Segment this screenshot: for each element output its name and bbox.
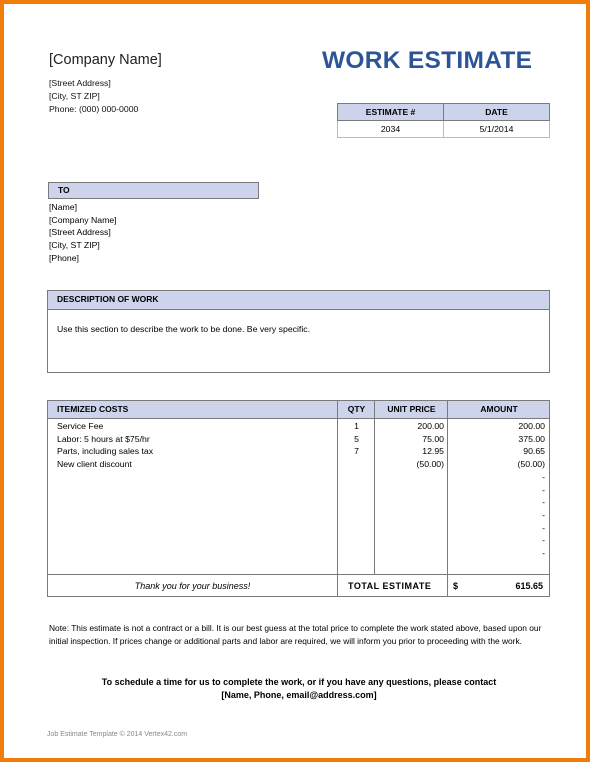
- item-amount: -: [542, 497, 545, 508]
- company-street: [Street Address]: [49, 78, 111, 88]
- item-description: Labor: 5 hours at $75/hr: [57, 433, 150, 444]
- item-unit-price: (50.00): [416, 459, 444, 470]
- item-amount: 200.00: [518, 421, 545, 431]
- item-amount: (50.00): [517, 459, 545, 470]
- table-row: [48, 485, 549, 498]
- item-amount: -: [542, 522, 545, 533]
- note-text: Note: This estimate is not a contract or a bill. It is our best guess at the total price to complete the work stated above, based upon our initial inspection. If prices change or additional parts and labor are required, we will inform you prior to proceeding with the work.: [49, 623, 542, 646]
- table-row: [48, 446, 549, 459]
- date-value: 5/1/2014: [444, 121, 550, 138]
- to-street: [Street Address]: [49, 227, 111, 238]
- items-header-amount: AMOUNT: [480, 404, 518, 414]
- estimate-number-label: ESTIMATE #: [338, 104, 444, 121]
- item-unit-price: 200.00: [417, 421, 444, 431]
- table-row: [48, 523, 549, 536]
- to-city: [City, ST ZIP]: [49, 240, 100, 251]
- description-text: Use this section to describe the work to be done. Be very specific.: [57, 324, 311, 334]
- item-amount: -: [542, 535, 545, 546]
- estimate-number-value: 2034: [338, 121, 444, 138]
- item-description: Parts, including sales tax: [57, 446, 154, 457]
- table-row: [48, 421, 549, 434]
- contact-line-2: [Name, Phone, email@address.com]: [221, 690, 377, 700]
- company-name: [Company Name]: [49, 52, 162, 68]
- total-row: [48, 574, 549, 598]
- description-box: [47, 290, 550, 373]
- items-header-desc: ITEMIZED COSTS: [57, 404, 129, 414]
- item-amount: 90.65: [523, 446, 545, 457]
- items-header-row: [48, 401, 549, 419]
- item-qty: 7: [354, 446, 359, 457]
- item-amount: -: [542, 548, 545, 558]
- table-row: [48, 434, 549, 447]
- table-row: [48, 548, 549, 561]
- item-amount: -: [542, 484, 545, 495]
- item-unit-price: 75.00: [422, 433, 444, 444]
- table-row: [48, 459, 549, 472]
- table-row: [48, 510, 549, 523]
- to-name: [Name]: [49, 202, 78, 212]
- contact-line-1: To schedule a time for us to complete the work, or if you have any questions, please contact: [101, 677, 497, 687]
- item-qty: 5: [354, 433, 359, 444]
- items-header-qty: QTY: [347, 404, 366, 414]
- item-amount: 375.00: [518, 433, 545, 444]
- table-row: [48, 472, 549, 485]
- itemized-costs-table: [47, 400, 550, 597]
- thanks-text: Thank you for your business!: [134, 581, 251, 591]
- item-description: New client discount: [57, 459, 132, 470]
- total-currency: $: [453, 581, 459, 591]
- table-row: [48, 497, 549, 510]
- item-qty: 1: [354, 421, 359, 431]
- item-unit-price: 12.95: [422, 446, 444, 457]
- item-description: Service Fee: [57, 421, 104, 431]
- date-label: DATE: [444, 104, 550, 121]
- to-address: [49, 201, 117, 265]
- description-header: DESCRIPTION OF WORK: [48, 291, 549, 310]
- company-city: [City, ST ZIP]: [49, 91, 100, 101]
- total-value: 615.65: [515, 581, 543, 591]
- to-header: TO: [48, 182, 259, 199]
- contact-block: [49, 676, 549, 702]
- table-row: [48, 535, 549, 548]
- page-title: WORK ESTIMATE: [322, 47, 533, 74]
- to-phone: [Phone]: [49, 252, 79, 263]
- to-company: [Company Name]: [49, 214, 117, 225]
- item-amount: -: [542, 471, 545, 482]
- items-header-unit: UNIT PRICE: [387, 404, 436, 414]
- item-amount: -: [542, 509, 545, 520]
- estimate-meta-table: [337, 103, 550, 138]
- footer-credit: Job Estimate Template © 2014 Vertex42.com: [47, 731, 188, 738]
- total-label: TOTAL ESTIMATE: [348, 581, 432, 591]
- company-phone: Phone: (000) 000-0000: [49, 104, 139, 114]
